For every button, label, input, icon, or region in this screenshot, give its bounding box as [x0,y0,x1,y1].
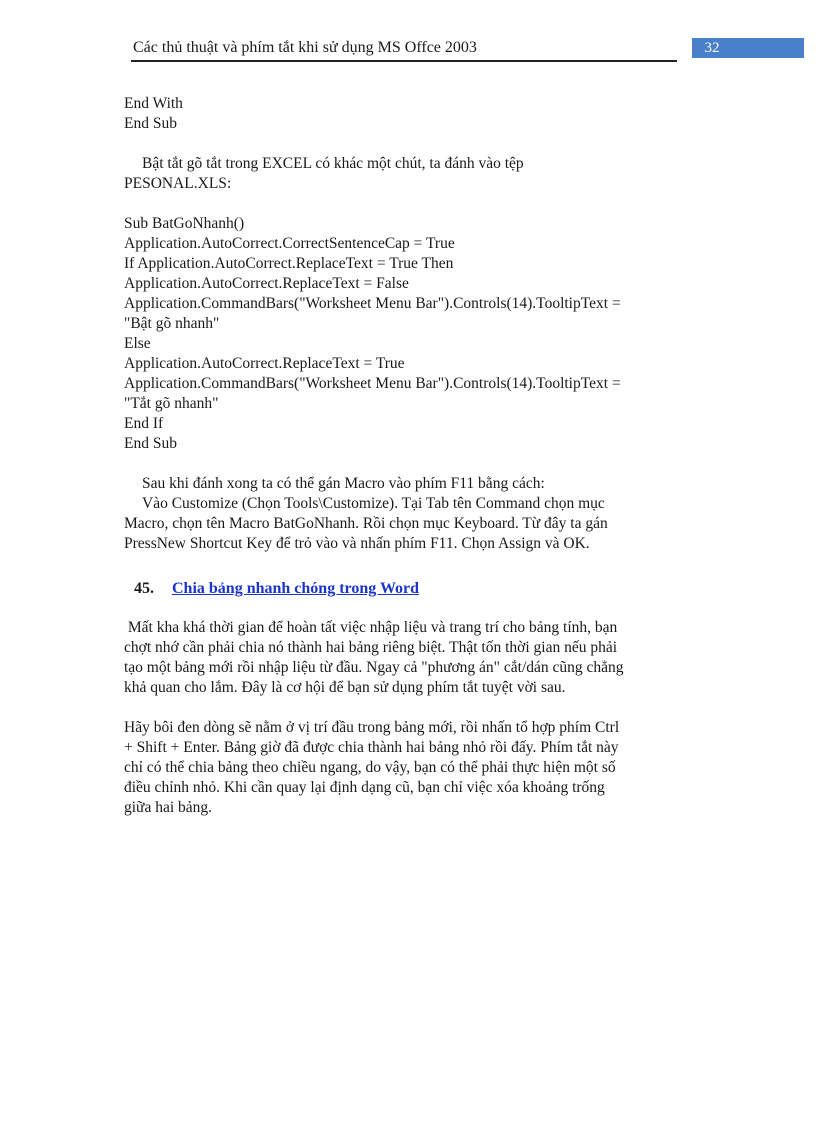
instruction-text: Vào Customize (Chọn Tools\Customize). Tại Tab tên Command chọn mục [142,495,605,512]
paragraph-line: giữa hai bảng. [124,799,213,816]
instruction-text: PressNew Shortcut Key để trỏ vào và nhấn phím F11. Chọn Assign và OK. [124,535,590,552]
intro-text: PESONAL.XLS: [124,175,232,192]
page-number-badge [692,38,804,58]
code-line: "Tắt gõ nhanh" [124,395,219,412]
code-line: End If [124,415,164,432]
code-line: End Sub [124,115,177,132]
code-line: End With [124,95,183,112]
code-line: "Bật gõ nhanh" [124,315,220,332]
code-line: Application.AutoCorrect.ReplaceText = True [124,355,405,372]
paragraph-line: chợt nhớ cần phải chia nó thành hai bảng riêng biệt. Thật tốn thời gian nếu phải [124,639,618,656]
page-number: 32 [704,40,720,56]
paragraph [124,718,724,818]
section-title-link[interactable]: Chia bảng nhanh chóng trong Word [172,580,420,597]
header-title: Các thủ thuật và phím tắt khi sử dụng MS Offce 2003 [133,39,477,56]
section-heading [124,572,724,606]
paragraph-line: Hãy bôi đen dòng sẽ nằm ở vị trí đầu trong bảng mới, rồi nhấn tổ hợp phím Ctrl [124,719,620,736]
paragraph-line: + Shift + Enter. Bảng giờ đã được chia thành hai bảng nhỏ rồi đấy. Phím tắt này [124,739,619,756]
paragraph-line: chỉ có thể chia bảng theo chiều ngang, do vậy, bạn có thể phải thực hiện một số [124,759,616,776]
code-line: End Sub [124,435,177,452]
code-line: Application.AutoCorrect.ReplaceText = False [124,275,409,292]
instruction-text: Sau khi đánh xong ta có thể gán Macro vào phím F11 bằng cách: [142,475,545,492]
paragraph-line: Mất kha khá thời gian để hoàn tất việc nhập liệu và trang trí cho bảng tính, bạn [124,619,618,636]
page-body [124,94,724,818]
code-line: Else [124,335,151,352]
intro-text: Bật tắt gõ tắt trong EXCEL có khác một chút, ta đánh vào tệp [142,155,524,172]
code-line: Application.CommandBars("Worksheet Menu Bar").Controls(14).TooltipText = [124,295,621,312]
code-line: Sub BatGoNhanh() [124,215,245,232]
header-divider [131,60,677,62]
paragraph [124,618,724,698]
code-line: Application.AutoCorrect.CorrectSentenceCap = True [124,235,455,252]
paragraph-line: tạo một bảng mới rồi nhập liệu từ đầu. Ngay cả "phương án" cắt/dán cũng chẳng [124,659,624,676]
code-line: Application.CommandBars("Worksheet Menu Bar").Controls(14).TooltipText = [124,375,621,392]
code-line: If Application.AutoCorrect.ReplaceText = True Then [124,255,454,272]
paragraph-line: điều chỉnh nhỏ. Khi cần quay lại định dạng cũ, bạn chỉ việc xóa khoảng trống [124,779,605,796]
section-number: 45. [134,580,154,597]
paragraph-line: khả quan cho lắm. Đây là cơ hội để bạn sử dụng phím tắt tuyệt vời sau. [124,679,566,696]
instruction-text: Macro, chọn tên Macro BatGoNhanh. Rồi chọn mục Keyboard. Từ đây ta gán [124,515,608,532]
